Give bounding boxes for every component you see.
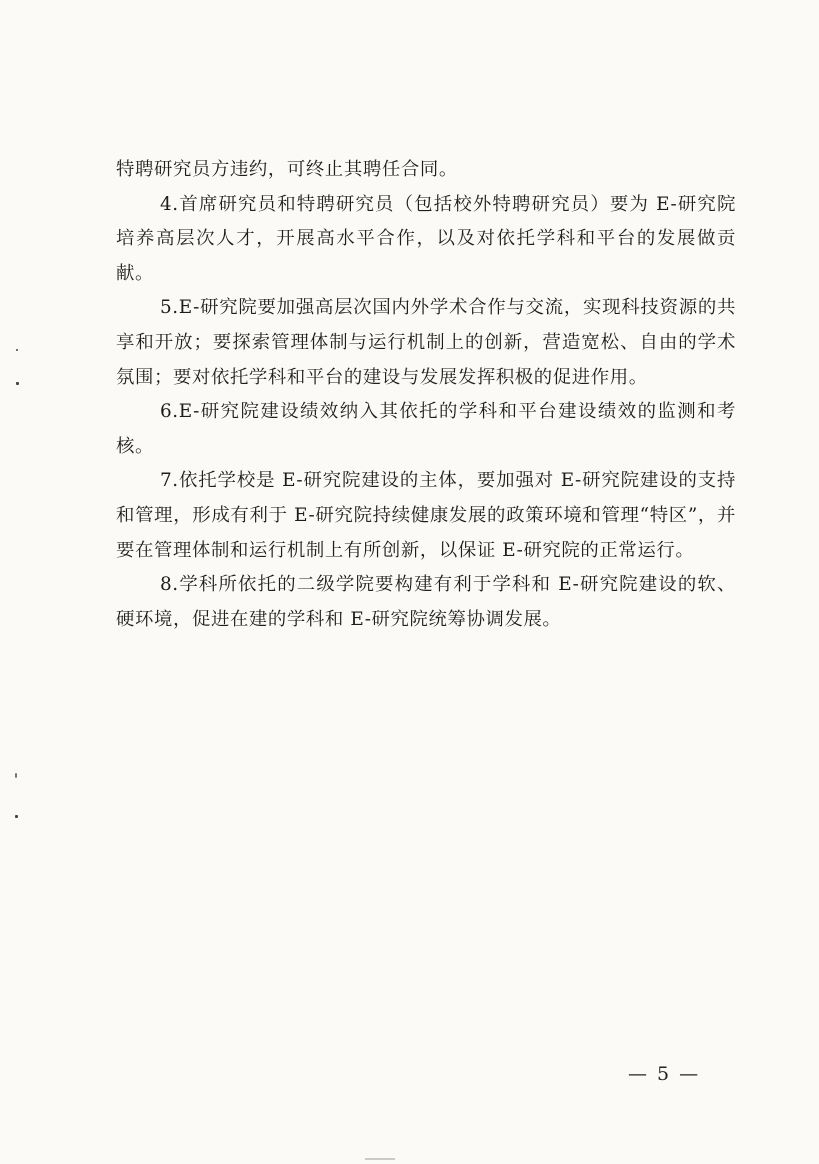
- page-number: — 5 —: [628, 1063, 701, 1085]
- scan-speck: [15, 815, 18, 818]
- scan-speck: [16, 382, 19, 385]
- paragraph-item-8: 8.学科所依托的二级学院要构建有利于学科和 E-研究院建设的软、硬环境，促进在建的学科和 E-研究院统筹协调发展。: [116, 574, 736, 630]
- paragraph-item-4: 4.首席研究员和特聘研究员（包括校外特聘研究员）要为 E-研究院培养高层次人才，开展高水平合作，以及对依托学科和平台的发展做贡献。: [116, 193, 736, 284]
- paragraph-item-7: 7.依托学校是 E-研究院建设的主体，要加强对 E-研究院建设的支持和管理，形成有利于 E-研究院持续健康发展的政策环境和管理“特区”，并要在管理体制和运行机制上有所创新，以保证 E-研究院的正常运行。: [116, 470, 736, 561]
- paragraph-item-6: 6.E-研究院建设绩效纳入其依托的学科和平台建设绩效的监测和考核。: [116, 401, 736, 457]
- paragraph-item-5: 5.E-研究院要加强高层次国内外学术合作与交流，实现科技资源的共享和开放；要探索管理体制与运行机制上的创新，营造宽松、自由的学术氛围；要对依托学科和平台的建设与发展发挥积极的促进作用。: [116, 297, 736, 388]
- scan-speck: [15, 773, 17, 778]
- paragraph-continuation: 特聘研究员方违约，可终止其聘任合同。: [116, 159, 458, 180]
- scan-smudge: [365, 1158, 395, 1164]
- scan-speck: [16, 349, 18, 351]
- document-body: [116, 153, 736, 637]
